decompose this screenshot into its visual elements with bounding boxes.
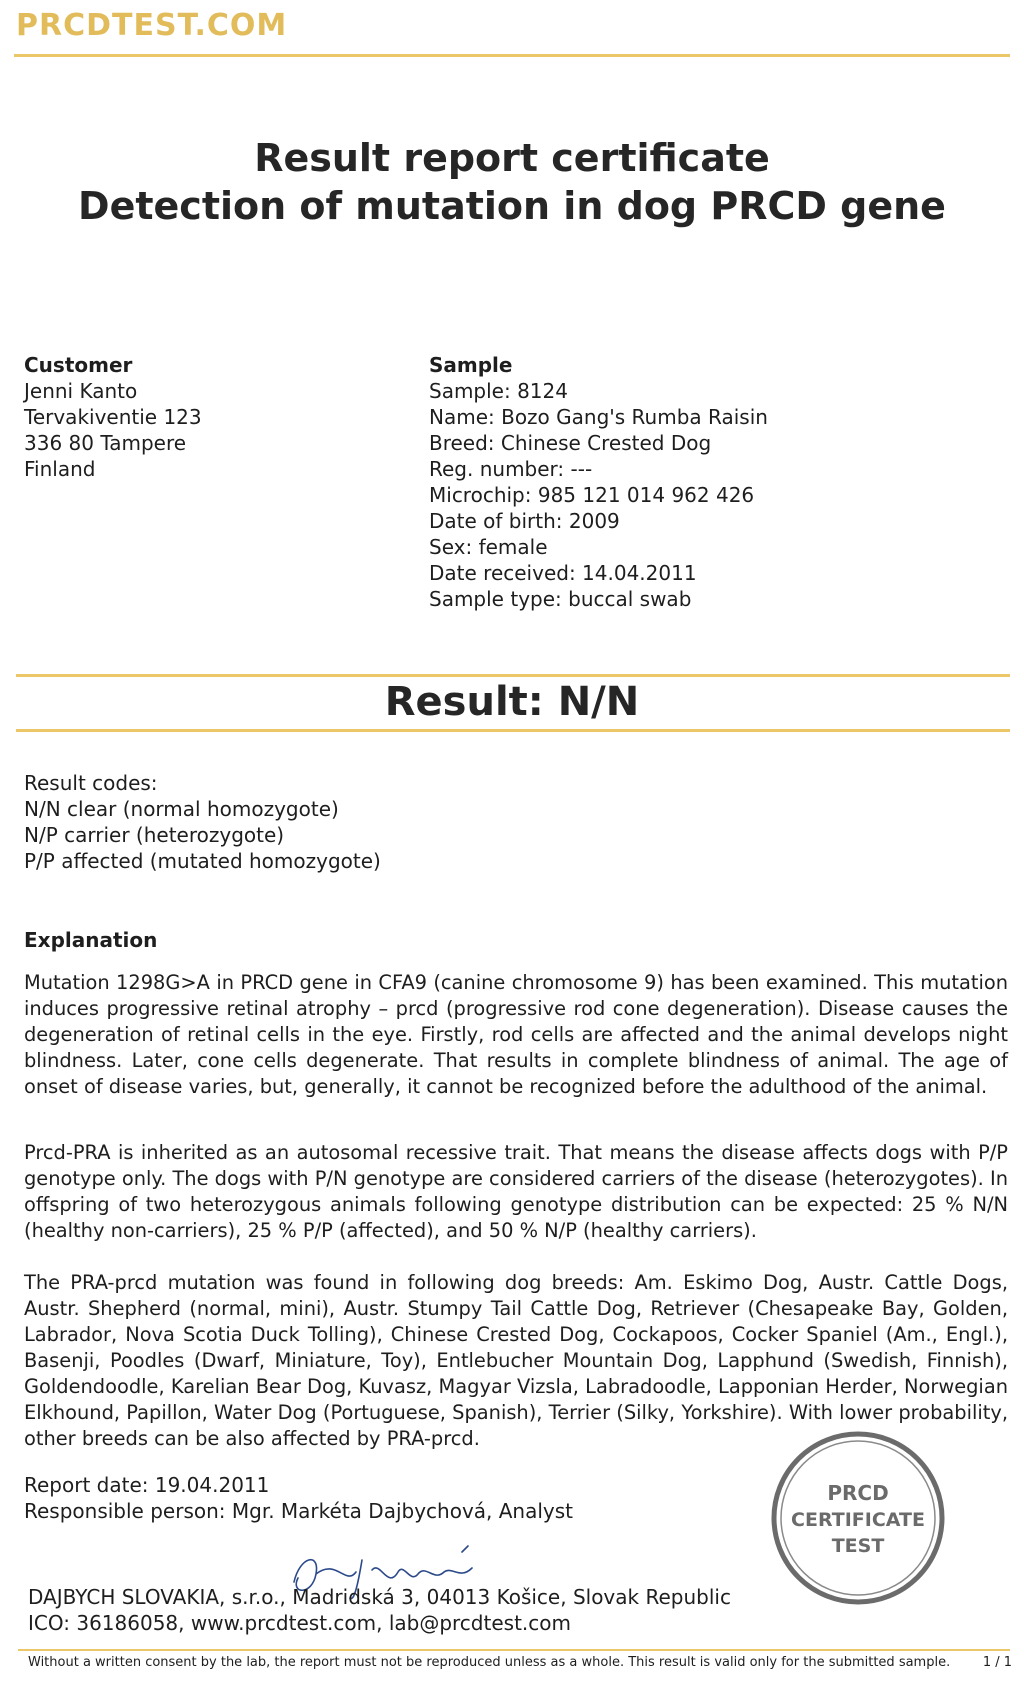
result-divider-bottom bbox=[16, 729, 1010, 732]
certificate-title: Result report certificate bbox=[254, 136, 770, 180]
explanation-paragraph-mutation: Mutation 1298G>A in PRCD gene in CFA9 (canine chromosome 9) has been examined. This mutation induces progressive retinal atrophy – prcd (progressive rod cone degeneration). Disease causes the degeneration of retinal cells in the eye. Firstly, rod cells are affected and the animal develops night blindness. Later, cone cells degenerate. That results in complete blindness of animal. The age of onset of disease varies, but, generally, it cannot be recognized before the adulthood of the animal. bbox=[24, 971, 1008, 1098]
sample-date-received: Date received: 14.04.2011 bbox=[429, 561, 697, 585]
report-info bbox=[24, 1472, 573, 1524]
stamp-text-test: TEST bbox=[831, 1535, 885, 1557]
company-address: DAJBYCH SLOVAKIA, s.r.o., Madridská 3, 04013 Košice, Slovak Republic bbox=[28, 1585, 731, 1609]
stamp-text-certificate: CERTIFICATE bbox=[791, 1509, 925, 1531]
company-contact: ICO: 36186058, www.prcdtest.com, lab@prcdtest.com bbox=[28, 1611, 571, 1635]
site-logo: PRCDTEST.COM bbox=[16, 8, 288, 43]
header-divider bbox=[14, 54, 1010, 57]
result-heading: Result: N/N bbox=[384, 679, 640, 725]
customer-country: Finland bbox=[24, 457, 96, 481]
footer bbox=[28, 1655, 1012, 1670]
sample-id: Sample: 8124 bbox=[429, 379, 568, 403]
responsible-person: Responsible person: Mgr. Markéta Dajbychová, Analyst bbox=[24, 1499, 574, 1523]
certificate-stamp bbox=[768, 1428, 948, 1608]
footer-divider bbox=[18, 1649, 1010, 1651]
certificate-subtitle: Detection of mutation in dog PRCD gene bbox=[78, 184, 946, 228]
sample-breed: Breed: Chinese Crested Dog bbox=[429, 431, 712, 455]
result-code-np: N/P carrier (heterozygote) bbox=[24, 823, 285, 847]
result-codes-heading: Result codes: bbox=[24, 771, 158, 795]
sample-date-of-birth: Date of birth: 2009 bbox=[429, 509, 620, 533]
sample-sex: Sex: female bbox=[429, 535, 548, 559]
stamp-text-prcd: PRCD bbox=[827, 1481, 889, 1505]
sample-block bbox=[429, 352, 768, 612]
page-number: 1 / 1 bbox=[982, 1655, 1012, 1670]
customer-city: 336 80 Tampere bbox=[24, 431, 187, 455]
customer-block bbox=[24, 352, 202, 482]
company-info bbox=[28, 1584, 731, 1636]
result-divider-top bbox=[16, 674, 1010, 677]
customer-name: Jenni Kanto bbox=[24, 379, 138, 403]
sample-reg-number: Reg. number: --- bbox=[429, 457, 593, 481]
explanation-paragraph-inheritance: Prcd-PRA is inherited as an autosomal recessive trait. That means the disease affects dogs with P/P genotype only. The dogs with P/N genotype are considered carriers of the disease (heterozygotes). In offspring of two heterozygous animals following genotype distribution can be expected: 25 % N/N (healthy non-carriers), 25 % P/P (affected), and 50 % N/P (healthy carriers). bbox=[24, 1141, 1008, 1242]
result-code-pp: P/P affected (mutated homozygote) bbox=[24, 849, 381, 873]
explanation-paragraph-breeds: The PRA-prcd mutation was found in following dog breeds: Am. Eskimo Dog, Austr. Cattle Dogs, Austr. Shepherd (normal, mini), Austr. Stumpy Tail Cattle Dog, Retriever (Chesapeake Bay, Golden, Labrador, Nova Scotia Duck Tolling), Chinese Crested Dog, Cockapoos, Cocker Spaniel (Am., Engl.), Basenji, Poodles (Dwarf, Miniature, Toy), Entlebucher Mountain Dog, Lapphund (Swedish, Finnish), Goldendoodle, Karelian Bear Dog, Kuvasz, Magyar Vizsla, Labradoodle, Lapponian Herder, Norwegian Elkhound, Papillon, Water Dog (Portuguese, Spanish), Terrier (Silky, Yorkshire). With lower probability, other breeds can be also affected by PRA-prcd. bbox=[24, 1271, 1008, 1450]
sample-type: Sample type: buccal swab bbox=[429, 587, 692, 611]
result-codes-block bbox=[24, 770, 381, 874]
sample-heading: Sample bbox=[429, 353, 513, 377]
sample-dog-name: Name: Bozo Gang's Rumba Raisin bbox=[429, 405, 768, 429]
customer-heading: Customer bbox=[24, 353, 133, 377]
footer-notice: Without a written consent by the lab, the report must not be reproduced unless as a whole. This result is valid only for the submitted sample. bbox=[28, 1655, 951, 1670]
sample-microchip: Microchip: 985 121 014 962 426 bbox=[429, 483, 755, 507]
explanation-heading: Explanation bbox=[24, 928, 158, 952]
customer-street: Tervakiventie 123 bbox=[24, 405, 202, 429]
result-code-nn: N/N clear (normal homozygote) bbox=[24, 797, 339, 821]
report-date: Report date: 19.04.2011 bbox=[24, 1473, 270, 1497]
